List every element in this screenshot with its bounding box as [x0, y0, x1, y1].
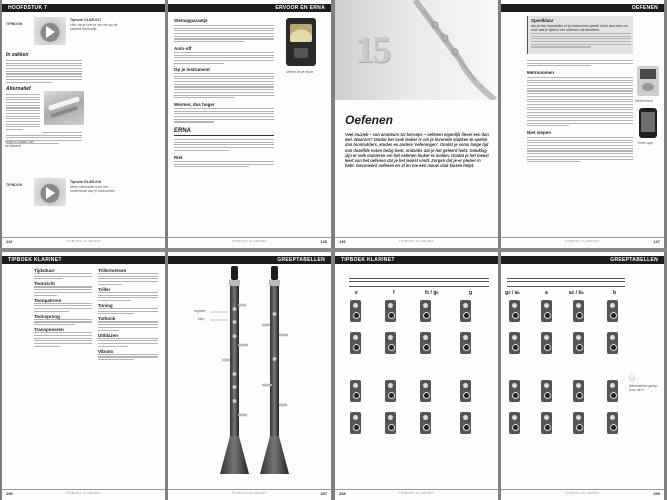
- fingering-diagram: [460, 300, 471, 322]
- metronome-caption: Metronoom: [635, 99, 653, 103]
- page-header: [168, 4, 331, 12]
- page-256-glossary: [2, 252, 165, 500]
- header-text: GREEPTABELLEN: [610, 257, 658, 263]
- footer-label: TIPBOOK KLARINET: [398, 239, 435, 243]
- note-label: a: [545, 290, 548, 296]
- page-116: [2, 0, 165, 248]
- page-number: 258: [339, 491, 346, 496]
- header-text: TIPBOEK KLARINET: [341, 257, 395, 263]
- glossary-col-2: [98, 268, 158, 362]
- note-label: g♯ / a♭: [505, 290, 520, 296]
- page-258-fingering: [335, 252, 498, 500]
- speelklaar-box: [527, 16, 633, 54]
- fingering-diagram: [350, 300, 361, 322]
- body-text-2: [527, 77, 633, 128]
- note-label: b: [613, 290, 617, 296]
- header-text: TIPBOEK KLARINET: [8, 257, 62, 263]
- bottom-spread: [0, 252, 667, 500]
- heading-riet: Riet: [174, 155, 183, 160]
- page-number: 135: [320, 239, 327, 244]
- heading-alternatief: Alternatief: [6, 86, 31, 92]
- fingering-diagram: [460, 332, 471, 354]
- play-icon: [46, 26, 55, 38]
- fingering-diagram: [607, 412, 618, 434]
- body-text-3: [527, 137, 633, 164]
- page-136-chapter: [335, 0, 498, 248]
- page-footer: [168, 489, 331, 496]
- tuner-photo: [286, 18, 316, 66]
- heading-metronomen: Metronomen: [527, 70, 554, 75]
- term: Toonpatroon: [34, 297, 62, 303]
- app-caption: Tuner-app: [637, 141, 653, 145]
- heading-erna: ERNA: [174, 128, 274, 136]
- page-footer: [501, 237, 664, 244]
- page-137: [501, 0, 664, 248]
- term: Triller: [98, 286, 111, 292]
- body-text-5: [174, 139, 274, 152]
- box-heading: Speelklaar: [531, 18, 554, 23]
- tip2-photo: [34, 178, 66, 206]
- chapter-number: 15: [355, 29, 389, 71]
- body-text-2: [6, 94, 40, 132]
- fingering-diagram: [385, 412, 396, 434]
- heading-wermer: Wermer, dus hoger: [174, 102, 215, 107]
- page-header: [2, 256, 165, 264]
- fingering-diagram: [607, 380, 618, 402]
- fingering-diagram: [509, 300, 520, 322]
- fingering-diagram: [607, 332, 618, 354]
- fingering-diagram: [607, 300, 618, 322]
- term: Toonsprong: [34, 313, 60, 319]
- fingering-diagram: [350, 380, 361, 402]
- fingering-diagram: [460, 380, 471, 402]
- label-klep: klep: [198, 317, 205, 321]
- glossary-col-1: [34, 268, 92, 348]
- fingering-diagram: [420, 300, 431, 322]
- page-header: [2, 4, 165, 12]
- cleaning-rod-photo: [44, 91, 84, 125]
- term: Transponeren: [34, 327, 64, 333]
- term: Tuning: [98, 303, 113, 308]
- heading-op-je-instrument: Op je instrument: [174, 67, 210, 72]
- term: Toonzicht: [34, 281, 55, 287]
- clarinet-back: [260, 266, 289, 474]
- heading-in-zakken: In zakken: [6, 52, 29, 58]
- fingering-diagram: [420, 412, 431, 434]
- tip1-text: Hier zie je hoe je het riet op de klarinet bevestigt.: [70, 23, 118, 32]
- header-text: HOOFDSTUK 7: [8, 5, 48, 11]
- fingering-diagram: [573, 412, 584, 434]
- note-label: f: [393, 290, 395, 296]
- page-footer: [168, 237, 331, 244]
- chapter-lead: Veel muziek – van amateurs tot beroeps – oefenen eigenlijk liever een dan wel. Waarom? Omdat het vaak leuker is om je favoriete stukken te spelen dan toonladders, etudes en andere 'oefeningen'. Omdat je soms lange tijd met dezelfde noten bezig bent, ondanks dat je het geleerd hebt. Gelukkig zijn er vele manieren om het oefenen leuker te maken. Omdat je het meest leert van het oefenen dat je het leukst vindt. Zorgen dat je er plezier in hebt. Gevarieerd oefenen en af en toe een nieuw stuk kiezen helpt.: [345, 132, 489, 169]
- clarinet-front: [220, 266, 249, 474]
- body-text-3: [174, 73, 274, 100]
- page-footer: [335, 237, 498, 244]
- page-number: 136: [339, 239, 346, 244]
- page-footer: [2, 489, 165, 496]
- footer-label: TIPBOOK KLARINET: [564, 491, 601, 495]
- heading-auto-off: Auto-off: [174, 46, 192, 51]
- heading-niet-slepen: Niet slepen: [527, 130, 552, 135]
- body-text-3: [6, 132, 82, 145]
- clarinet-diagram: [168, 264, 331, 489]
- box-text: Als je een klarinetles of je instrument speelt, denk dan eens na over wat je tijdens het oefenen wilt bereiken.: [531, 24, 629, 33]
- footer-label: TIPBOOK KLARINET: [231, 239, 268, 243]
- footer-label: TIPBOOK KLARINET: [398, 491, 435, 495]
- page-number: 259: [653, 491, 660, 496]
- body-text-1: [6, 60, 82, 84]
- footer-label: TIPBOOK KLARINET: [65, 239, 102, 243]
- fingering-diagram: [541, 380, 552, 402]
- page-135: [168, 0, 331, 248]
- term: Trillertoetsen: [98, 268, 127, 273]
- staff: [349, 278, 489, 287]
- page-header: [335, 256, 498, 264]
- phone-app-photo: [639, 108, 657, 138]
- page-259-fingering: [501, 252, 664, 500]
- tipbook-logo-2: TIPBOOK: [6, 183, 23, 187]
- fingering-diagram: [573, 332, 584, 354]
- body-text-4: [174, 108, 274, 124]
- term: Tuthook: [98, 316, 116, 322]
- page-number: 257: [320, 491, 327, 496]
- footer-label: TIPBOOK KLARINET: [564, 239, 601, 243]
- page-number: 137: [653, 239, 660, 244]
- play-icon: [46, 187, 55, 199]
- fingering-diagram: [573, 300, 584, 322]
- tip1-photo: [34, 17, 66, 45]
- tip1-caption: Tipcode KLAR-017: [70, 18, 102, 22]
- page-footer: [335, 489, 498, 496]
- page-257-clarinet: [168, 252, 331, 500]
- fingering-diagram: [350, 332, 361, 354]
- note-label: e: [355, 290, 358, 296]
- chapter-title: Oefenen: [345, 113, 394, 127]
- page-footer: [501, 489, 664, 496]
- fingering-diagram: [460, 412, 471, 434]
- fingering-diagram: [420, 380, 431, 402]
- footer-label: TIPBOOK KLARINET: [231, 491, 268, 495]
- body-text-1: [174, 25, 274, 44]
- page-number: 116: [6, 239, 13, 244]
- note-label: f♯ / g♭: [425, 290, 439, 296]
- heading-stemapparaatje: Stemapparaatje: [174, 18, 208, 23]
- body-text-1: [527, 60, 633, 68]
- page-header: [168, 256, 331, 264]
- fingering-diagram: [385, 380, 396, 402]
- side-note: Alternatieve greep voor de b: [629, 384, 658, 393]
- fingering-diagram: [509, 332, 520, 354]
- fingering-diagram: [385, 332, 396, 354]
- term: Tijdsduur: [34, 268, 55, 273]
- fingering-diagram: [350, 412, 361, 434]
- tip2-text: Meer informatie over het onderhoud van je instrument.: [70, 185, 116, 194]
- header-text: GREEPTABELLEN: [277, 257, 325, 263]
- info-icon: ⓘ: [629, 376, 636, 383]
- tipbook-logo: TIPBOOK: [6, 22, 23, 26]
- label-register: register: [194, 309, 206, 313]
- note-label: a♯ / b♭: [569, 290, 584, 296]
- fingering-diagram: [541, 332, 552, 354]
- body-text-2: [174, 52, 274, 65]
- side-caption: de klarinet: [5, 144, 22, 149]
- fingering-diagram: [541, 412, 552, 434]
- fingering-diagram: [509, 380, 520, 402]
- fingering-diagram: [385, 300, 396, 322]
- page-footer: [2, 237, 165, 244]
- tip2-caption: Tipcode KLAR-018: [70, 180, 102, 184]
- fingering-diagram: [541, 300, 552, 322]
- footer-label: TIPBOOK KLARINET: [65, 491, 102, 495]
- term: Uitblazen: [98, 332, 119, 338]
- note-label: g: [469, 290, 473, 296]
- page-header: [501, 4, 664, 12]
- tuner-caption: Meten tot je drukt: [286, 70, 314, 74]
- header-text: OEFENEN: [631, 5, 658, 11]
- header-text: ERVOOR EN ERNA: [275, 5, 325, 11]
- body-text-6: [174, 161, 274, 169]
- staff: [507, 278, 625, 287]
- top-spread: [0, 0, 667, 248]
- fingering-diagram: [420, 332, 431, 354]
- page-number: 256: [6, 491, 13, 496]
- metronome-photo: [637, 66, 659, 96]
- fingering-diagram: [509, 412, 520, 434]
- term: Vibrato: [98, 348, 114, 354]
- fingering-diagram: [573, 380, 584, 402]
- page-header: [501, 256, 664, 264]
